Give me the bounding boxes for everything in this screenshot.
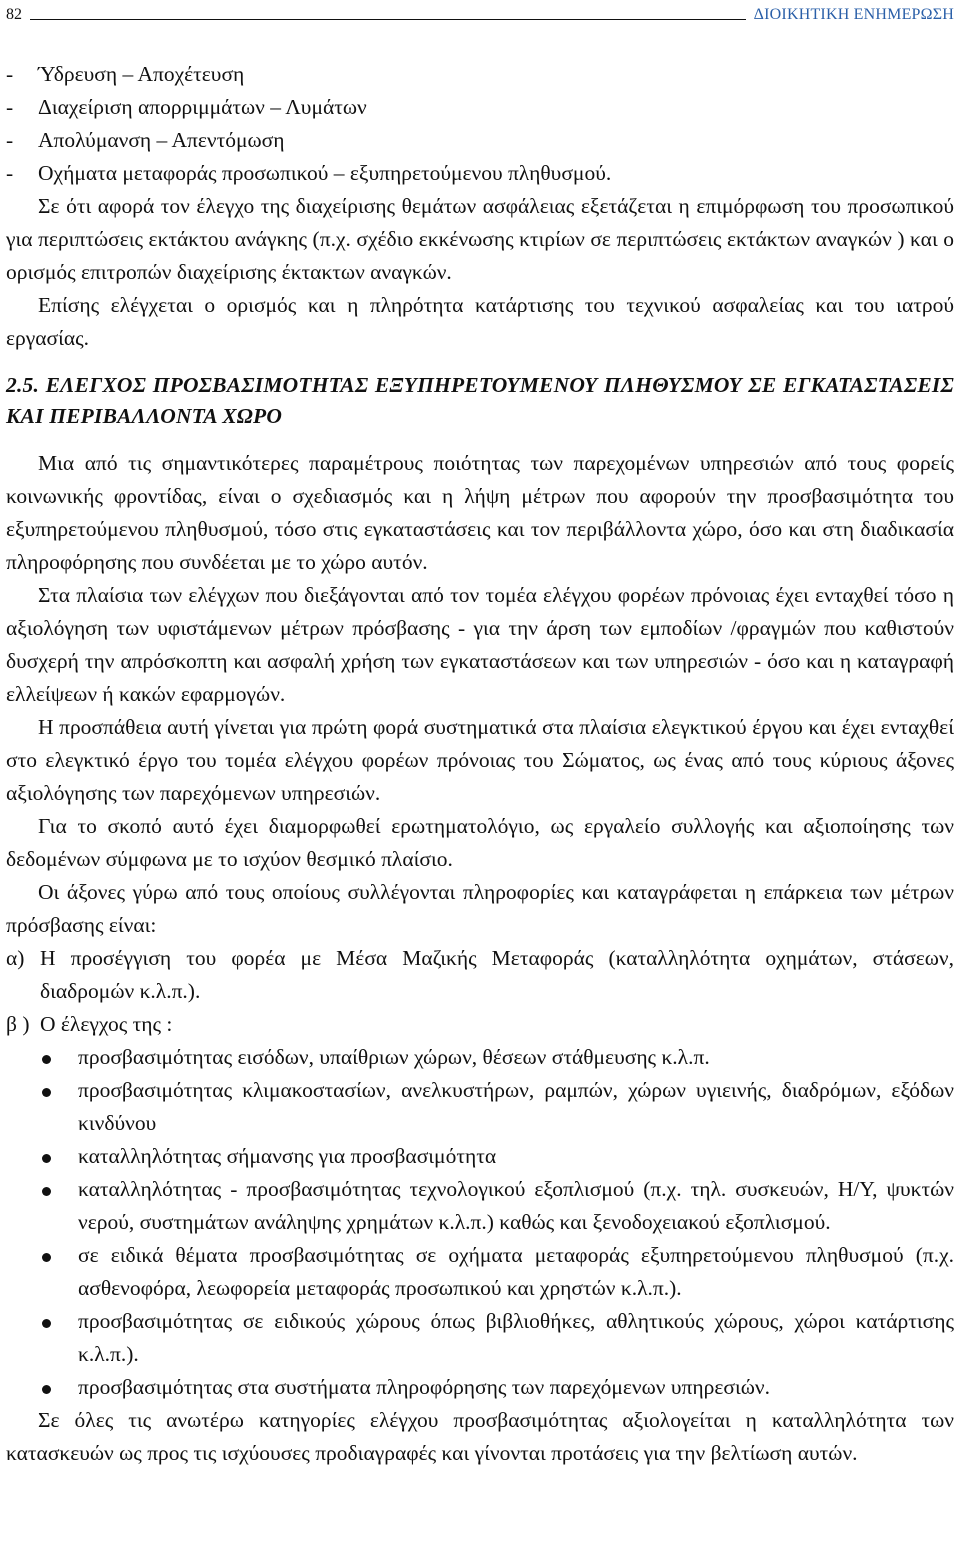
enumerated-text: Ο έλεγχος της : <box>40 1012 173 1036</box>
enumerated-text: Η προσέγγιση του φορέα με Μέσα Μαζικής Μεταφοράς (καταλληλότητα οχημάτων, στάσεων, διαδρομών κ.λ.π.). <box>40 946 954 1003</box>
bullet-item <box>6 1041 954 1074</box>
paragraph-technician: Επίσης ελέγχεται ο ορισμός και η πληρότητα κατάρτισης του τεχνικού ασφαλείας και του ιατρού εργασίας. <box>6 293 954 350</box>
paragraph-safety: Σε ότι αφορά τον έλεγχο της διαχείρισης θεμάτων ασφάλειας εξετάζεται η επιμόρφωση του προσωπικού για περιπτώσεις εκτάκτου ανάγκης (π.χ. σχέδιο εκκένωσης κτιρίων σε περιπτώσεις εκτάκτων αναγκών ) και ο ορισμός επιτροπών διαχείρισης έκτακτων αναγκών. <box>6 194 954 284</box>
bullet-text: προσβασιμότητας εισόδων, υπαίθριων χώρων, θέσεων στάθμευσης κ.λ.π. <box>78 1045 710 1069</box>
paragraph-body: Μια από τις σημαντικότερες παραμέτρους ποιότητας των παρεχομένων υπηρεσιών από τους φορείς κοινωνικής φροντίδας, είναι ο σχεδιασμός και η λήψη μέτρων που αφορούν την προσβασιμότητα του εξυπηρετούμενου πληθυσμού, τόσο στις εγκαταστάσεις και τον περιβάλλοντα χώρο, όσο και στη διαδικασία πληροφόρησης που συνδέεται με το χώρο αυτόν. <box>6 451 954 574</box>
bullet-item <box>6 1239 954 1305</box>
bullet-text: προσβασιμότητας σε ειδικούς χώρους όπως βιβλιοθήκες, αθλητικούς χώρους, χώροι κατάρτισης κ.λ.π.). <box>78 1309 954 1366</box>
running-head: ΔΙΟΙΚΗΤΙΚΗ ΕΝΗΜΕΡΩΣΗ <box>753 6 954 23</box>
bullet-item <box>6 1140 954 1173</box>
list-item-text: Οχήματα μεταφοράς προσωπικού – εξυπηρετούμενου πληθυσμού. <box>38 161 612 185</box>
page-body <box>6 58 954 1470</box>
list-item <box>6 124 954 157</box>
bullet-text: καταλληλότητας - προσβασιμότητας τεχνολογικού εξοπλισμού (π.χ. τηλ. συσκευών, Η/Υ, ψυκτών νερού, συστημάτων ανάληψης χρημάτων κ.λ.π.) καθώς και ξενοδοχειακού εξοπλισμού. <box>78 1177 954 1234</box>
list-item <box>6 157 954 190</box>
paragraph-body: Η προσπάθεια αυτή γίνεται για πρώτη φορά συστηματικά στα πλαίσια ελεγκτικού έργου και έχει ενταχθεί στο ελεγκτικό έργο του τομέα ελέγχου φορέων πρόνοιας του Σώματος, ως ένας από τους κύριους άξονες αξιολόγησης των παρεχόμενων υπηρεσιών. <box>6 715 954 805</box>
enumerated-label: β ) <box>6 1012 30 1036</box>
list-item <box>6 58 954 91</box>
dash-marker: - <box>6 161 14 185</box>
page-number: 82 <box>6 6 22 23</box>
dash-marker: - <box>6 62 14 86</box>
list-item-text: Διαχείριση απορριμμάτων – Λυμάτων <box>38 95 367 119</box>
bullet-dot-icon <box>6 1305 78 1371</box>
bullet-dot-icon <box>6 1140 78 1173</box>
page-header <box>6 0 954 24</box>
closing-paragraph: Σε όλες τις ανωτέρω κατηγορίες ελέγχου προσβασιμότητας αξιολογείται η καταλληλότητα των κατασκευών ως προς τις ισχύουσες προδιαγραφές και γίνονται προτάσεις για την βελτίωση αυτών. <box>6 1408 954 1465</box>
list-item-text: Απολύμανση – Απεντόμωση <box>38 128 285 152</box>
header-rule <box>30 18 746 20</box>
bullet-dot-icon <box>6 1371 78 1404</box>
bullet-dot-icon <box>6 1074 78 1140</box>
bullet-dot-icon <box>6 1173 78 1239</box>
dash-marker: - <box>6 128 14 152</box>
dash-marker: - <box>6 95 14 119</box>
bullet-item <box>6 1305 954 1371</box>
bullet-text: προσβασιμότητας κλιμακοστασίων, ανελκυστήρων, ραμπών, χώρων υγιεινής, διαδρόμων, εξόδων κινδύνου <box>78 1078 954 1135</box>
bullet-list <box>6 1041 954 1404</box>
section-heading: 2.5. ΕΛΕΓΧΟΣ ΠΡΟΣΒΑΣΙΜΟΤΗΤΑΣ ΕΞΥΠΗΡΕΤΟΥΜΕΝΟΥ ΠΛΗΘΥΣΜΟΥ ΣΕ ΕΓΚΑΤΑΣΤΑΣΕΙΣ ΚΑΙ ΠΕΡΙΒΑΛΛΟΝΤΑ ΧΩΡΟ <box>6 373 954 428</box>
bullet-dot-icon <box>6 1239 78 1305</box>
list-item-text: Ύδρευση – Αποχέτευση <box>38 62 245 86</box>
paragraph-body: Στα πλαίσια των ελέγχων που διεξάγονται από τον τομέα ελέγχου φορέων πρόνοιας έχει ενταχθεί τόσο η αξιολόγηση των υφιστάμενων μέτρων πρόσβασης - για την άρση των εμποδίων /φραγμών που καθιστούν δυσχερή την απρόσκοπτη και ασφαλή χρήση των εγκαταστάσεων και των υπηρεσιών - όσο και η καταγραφή ελλείψεων ή κακών εφαρμογών. <box>6 583 954 706</box>
list-item <box>6 91 954 124</box>
enumerated-item <box>6 1008 954 1041</box>
bullet-item <box>6 1371 954 1404</box>
enumerated-item <box>6 942 954 1008</box>
bullet-text: προσβασιμότητας στα συστήματα πληροφόρησης των παρεχόμενων υπηρεσιών. <box>78 1375 770 1399</box>
paragraph-body: Οι άξονες γύρω από τους οποίους συλλέγονται πληροφορίες και καταγράφεται η επάρκεια των μέτρων πρόσβασης είναι: <box>6 880 954 937</box>
enumerated-label: α) <box>6 946 25 970</box>
bullet-dot-icon <box>6 1041 78 1074</box>
bullet-text: σε ειδικά θέματα προσβασιμότητας σε οχήματα μεταφοράς εξυπηρετούμενου πληθυσμού (π.χ. ασθενοφόρα, λεωφορεία μεταφοράς προσωπικού και χρηστών κ.λ.π.). <box>78 1243 954 1300</box>
bullet-text: καταλληλότητας σήμανσης για προσβασιμότητα <box>78 1144 497 1168</box>
dash-list <box>6 58 954 190</box>
paragraph-body: Για το σκοπό αυτό έχει διαμορφωθεί ερωτηματολόγιο, ως εργαλείο συλλογής και αξιοποίησης των δεδομένων σύμφωνα με το ισχύον θεσμικό πλαίσιο. <box>6 814 954 871</box>
bullet-item <box>6 1074 954 1140</box>
bullet-item <box>6 1173 954 1239</box>
